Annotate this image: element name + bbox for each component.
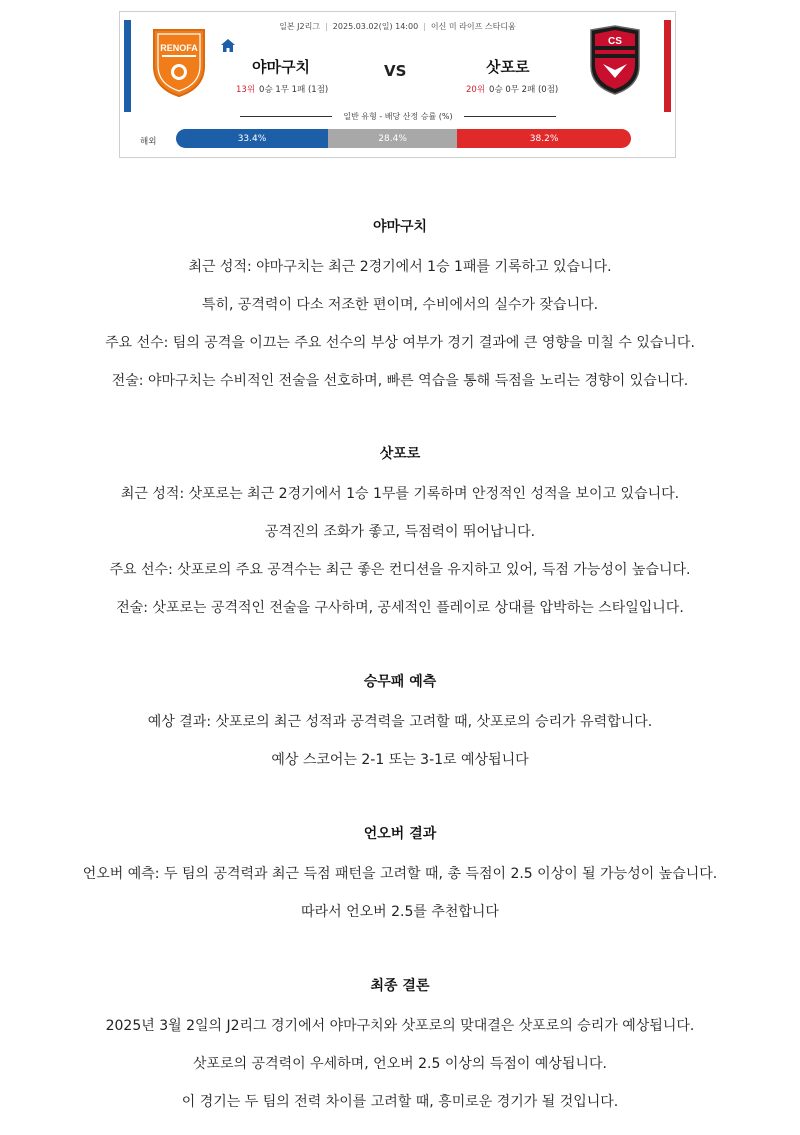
match-datetime: 2025.03.02(일) 14:00 xyxy=(332,22,419,31)
section-title: 승무패 예측 xyxy=(363,674,437,690)
prediction-divider-right xyxy=(464,116,556,117)
vs-label: VS xyxy=(384,62,407,80)
section-paragraph: 주요 선수: 삿포로의 주요 공격수는 최근 좋은 컨디션을 유지하고 있어, 득점 가능성이 높습니다. xyxy=(109,562,691,578)
section-paragraph: 언오버 예측: 두 팀의 공격력과 최근 득점 패턴을 고려할 때, 총 득점이 2.5 이상이 될 가능성이 높습니다. xyxy=(82,866,718,882)
home-record-text: 0승 1무 1패 (1점) xyxy=(259,85,329,95)
home-record xyxy=(236,83,328,95)
section-paragraph: 삿포로의 공격력이 우세하며, 언오버 2.5 이상의 득점이 예상됩니다. xyxy=(193,1056,607,1072)
svg-text:RENOFA: RENOFA xyxy=(160,43,198,53)
away-record xyxy=(466,83,558,95)
draw-probability: 28.4% xyxy=(328,129,457,148)
section-paragraph: 최근 성적: 야마구치는 최근 2경기에서 1승 1패를 기록하고 있습니다. xyxy=(188,259,612,275)
prediction-title: 일반 유형 - 배당 산정 승률 (%) xyxy=(343,112,453,121)
section-title: 최종 결론 xyxy=(370,978,430,994)
match-meta: 일본 J2리그 | 2025.03.02(일) 14:00 | 이신 미 라이프 스타디움 xyxy=(279,22,516,31)
match-card xyxy=(119,11,676,158)
section-paragraph: 주요 선수: 팀의 공격을 이끄는 주요 선수의 부상 여부가 경기 결과에 큰 영향을 미칠 수 있습니다. xyxy=(105,335,695,351)
home-icon xyxy=(221,39,235,52)
away-team-name: 삿포로 xyxy=(486,58,530,76)
match-venue: 이신 미 라이프 스타디움 xyxy=(430,22,516,31)
section-paragraph: 전술: 삿포로는 공격적인 전술을 구사하며, 공세적인 플레이로 상대를 압박하는 스타일입니다. xyxy=(116,600,684,616)
section-paragraph: 최근 성적: 삿포로는 최근 2경기에서 1승 1무를 기록하며 안정적인 성적을 보이고 있습니다. xyxy=(120,486,680,502)
away-record-text: 0승 0무 2패 (0점) xyxy=(489,85,559,95)
section-title: 야마구치 xyxy=(372,219,428,235)
section-paragraph: 따라서 언오버 2.5를 추천합니다 xyxy=(301,904,499,920)
away-team-logo xyxy=(585,24,645,96)
overseas-label: 해외 xyxy=(140,137,157,147)
section-paragraph: 특히, 공격력이 다소 저조한 편이며, 수비에서의 실수가 잦습니다. xyxy=(201,297,599,313)
section-paragraph: 전술: 야마구치는 수비적인 전술을 선호하며, 빠른 역습을 통해 득점을 노리는 경향이 있습니다. xyxy=(111,373,689,389)
away-rank: 20위 xyxy=(466,85,486,95)
section-title: 삿포로 xyxy=(379,446,421,462)
home-team-logo xyxy=(150,26,208,98)
home-team-name: 야마구치 xyxy=(252,58,310,76)
svg-text:CS: CS xyxy=(608,36,622,47)
home-color-bar xyxy=(124,20,131,112)
section-paragraph: 공격진의 조화가 좋고, 득점력이 뛰어납니다. xyxy=(264,524,536,540)
section-title: 언오버 결과 xyxy=(363,826,437,842)
home-rank: 13위 xyxy=(236,85,256,95)
league-name: 일본 J2리그 xyxy=(279,22,321,31)
section-paragraph: 예상 스코어는 2-1 또는 3-1로 예상됩니다 xyxy=(271,752,529,768)
home-win-probability: 33.4% xyxy=(176,129,328,148)
section-paragraph: 2025년 3월 2일의 J2리그 경기에서 야마구치와 삿포로의 맞대결은 삿포로의 승리가 예상됩니다. xyxy=(105,1018,695,1034)
section-paragraph: 예상 결과: 삿포로의 최근 성적과 공격력을 고려할 때, 삿포로의 승리가 유력합니다. xyxy=(147,714,653,730)
prediction-divider-left xyxy=(240,116,332,117)
probability-bar xyxy=(176,129,631,148)
away-color-bar xyxy=(664,20,671,112)
section-paragraph: 이 경기는 두 팀의 전력 차이를 고려할 때, 흥미로운 경기가 될 것입니다. xyxy=(181,1094,619,1110)
away-win-probability: 38.2% xyxy=(457,129,631,148)
